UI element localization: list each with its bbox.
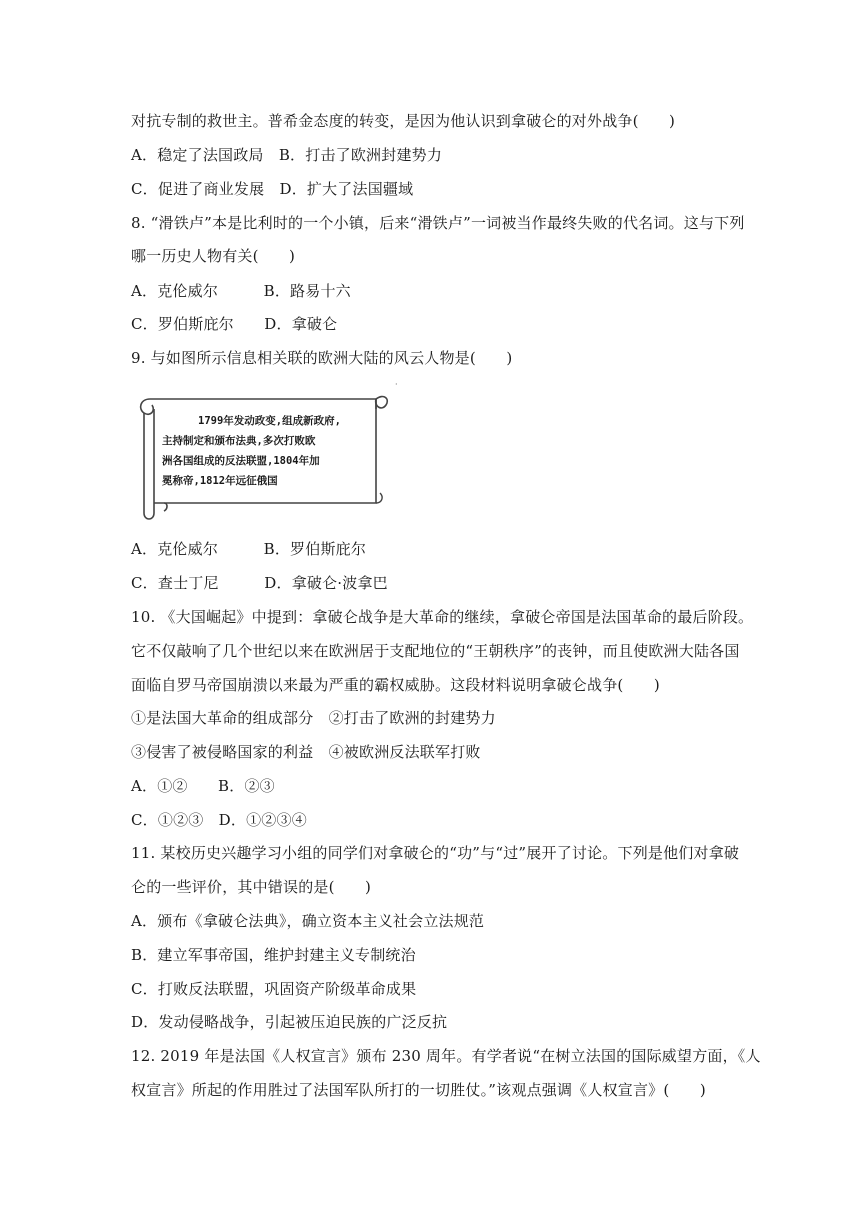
q8-options-ab: A．克伦威尔 B．路易十六 bbox=[131, 282, 351, 300]
q10-items-34: ③侵害了被侵略国家的利益 ④被欧洲反法联军打败 bbox=[131, 743, 481, 761]
q10-stem-cont-1: 它不仅敲响了几个世纪以来在欧洲居于支配地位的“王朝秩序”的丧钟，而且使欧洲大陆各国 bbox=[131, 642, 740, 660]
q7-stem-end: 对抗专制的救世主。普希金态度的转变，是因为他认识到拿破仑的对外战争( ) bbox=[131, 112, 676, 130]
q10-stem: 10. 《大国崛起》中提到：拿破仑战争是大革命的继续，拿破仑帝国是法国革命的最后阶段。 bbox=[131, 608, 754, 626]
scroll-line: 冕称帝,1812年远征俄国 bbox=[162, 475, 278, 487]
q11-stem-cont: 仑的一些评价，其中错误的是( ) bbox=[131, 878, 372, 896]
q10-options-ab: A．①② B．②③ bbox=[131, 777, 275, 795]
q11-option-a: A．颁布《拿破仑法典》，确立资本主义社会立法规范 bbox=[131, 912, 485, 930]
q7-options-cd: C．促进了商业发展 D．扩大了法国疆域 bbox=[131, 180, 414, 198]
scroll-line: 1799年发动政变,组成新政府, bbox=[198, 415, 341, 427]
scroll-line: 洲各国组成的反法联盟,1804年加 bbox=[162, 455, 320, 467]
q8-stem-cont: 哪一历史人物有关( ) bbox=[131, 247, 296, 265]
q7-options-ab: A．稳定了法国政局 B．打击了欧洲封建势力 bbox=[131, 146, 443, 164]
q12-stem-cont: 权宣言》所起的作用胜过了法国军队所打的一切胜仗。”该观点强调《人权宣言》( ) bbox=[131, 1081, 706, 1099]
q10-items-12: ①是法国大革命的组成部分 ②打击了欧洲的封建势力 bbox=[131, 709, 496, 727]
q11-option-b: B．建立军事帝国，维护封建主义专制统治 bbox=[131, 946, 416, 964]
q11-option-c: C．打败反法联盟，巩固资产阶级革命成果 bbox=[131, 980, 417, 998]
q11-stem: 11. 某校历史兴趣学习小组的同学们对拿破仑的“功”与“过”展开了讨论。下列是他们对拿破 bbox=[131, 844, 740, 862]
stray-mark: · bbox=[395, 380, 398, 389]
q10-options-cd: C．①②③ D．①②③④ bbox=[131, 811, 307, 829]
q10-stem-cont-2: 面临自罗马帝国崩溃以来最为严重的霸权威胁。这段材料说明拿破仑战争( ) bbox=[131, 676, 660, 694]
q9-scroll-figure bbox=[136, 385, 391, 525]
q9-stem: 9. 与如图所示信息相关联的欧洲大陆的风云人物是( ) bbox=[131, 349, 513, 367]
q8-options-cd: C．罗伯斯庇尔 D．拿破仑 bbox=[131, 315, 338, 333]
q12-stem: 12. 2019 年是法国《人权宣言》颁布 230 周年。有学者说“在树立法国的国际威望方面，《人 bbox=[131, 1047, 761, 1065]
q11-option-d: D．发动侵略战争，引起被压迫民族的广泛反抗 bbox=[131, 1013, 448, 1031]
scroll-line: 主持制定和颁布法典,多次打败欧 bbox=[162, 435, 316, 447]
scroll-text bbox=[162, 411, 372, 491]
q9-options-ab: A．克伦威尔 B．罗伯斯庇尔 bbox=[131, 540, 367, 558]
q8-stem: 8. “滑铁卢”本是比利时的一个小镇，后来“滑铁卢”一词被当作最终失败的代名词。这与下列 bbox=[131, 214, 745, 232]
q9-options-cd: C．查士丁尼 D．拿破仑·波拿巴 bbox=[131, 574, 388, 592]
